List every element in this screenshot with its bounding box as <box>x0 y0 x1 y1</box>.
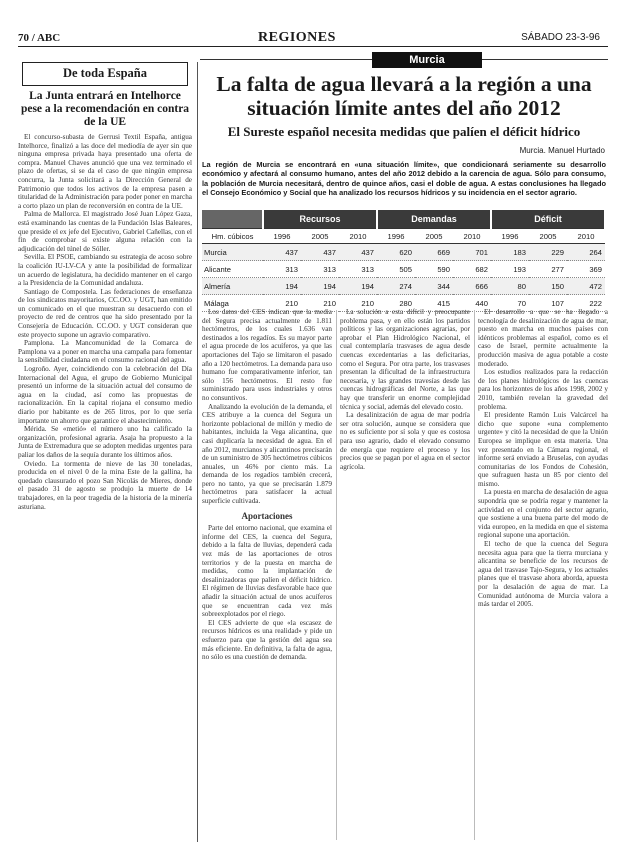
article-column-1 <box>202 308 332 842</box>
article-column-2 <box>340 308 470 842</box>
article-lead: La región de Murcia se encontrará en «una situación límite», que condicionará seriamente su desarrollo económico y afectará al consumo humano, antes del año 2012 debido a la carencia de agua. Sólo para consumo, la población de Murcia necesitará, dentro de quince años, casi el doble de agua. A estas conclusiones ha llegado el Consejo Económico y Social que ha analizado los recursos hídricos y su incidencia en el sector agrario. <box>202 160 606 198</box>
table-row <box>202 261 605 278</box>
table-cell: 277 <box>529 261 567 278</box>
issue-date: SÁBADO 23-3-96 <box>521 32 600 43</box>
left-paragraph: Logroño. Ayer, coincidiendo con la celebración del Día Internacional del Agua, el grupo de Gobierno Municipal presentó un informe de la situación actual del consumo de agua en la ciudad, así como las propuestas de racionalización. En la capital riojana el consumo medio diario por habitante es de 265 litros, por lo que sería importante un ahorro que garantice el abastecimiento. <box>18 365 192 425</box>
group-header: Déficit <box>491 210 605 229</box>
left-paragraph: Oviedo. La tormenta de nieve de las 30 toneladas, producida en el nivel 0 de la mina Este de la gallina, ha quedado clausurado el pozo San Nicolás de Mieres, donde el pasado 31 de agosto se produjo la muerte de 14 trabajadores, en la peor tragedia de la historia de la minería asturiana. <box>18 459 192 511</box>
table-cell: 210 <box>263 295 301 312</box>
table-cell: 229 <box>529 244 567 261</box>
left-paragraph: El concurso-subasta de Gerrusi Textil España, antigua Intelhorce, finalizó a las doce del mediodía de ayer sin que ninguna empresa privada haya presentado una oferta de compra. Manuel Chaves anunció que una vez terminado el plazo de ofertas, si se da el caso de que ningún empresa concurra, la Junta solicitará a la Dirección General de Patrimonio que todos los activos de la empresa pasen a titularidad de la Administración para poder poner en marcha a corto plazo un plan de reconversión en contra de la UE. <box>18 133 192 210</box>
table-cell: 193 <box>491 261 529 278</box>
table-cell: 472 <box>567 278 605 295</box>
table-cell: 437 <box>263 244 301 261</box>
table-corner <box>202 210 263 229</box>
section-title: REGIONES <box>258 30 336 45</box>
table-cell: 280 <box>377 295 415 312</box>
article-byline: Murcia. Manuel Hurtado <box>519 146 605 155</box>
article-paragraph: Los estudios realizados para la redacción de los planes hidrológicos de las cuencas para los horizontes de los años 1998, 2002 y 2010, también revelan la gravedad del problema. <box>478 368 608 411</box>
table-group-header <box>202 210 605 229</box>
article-paragraph: La desalinización de agua de mar podría ser otra solución, aunque se considera que no es suficiente por sí sola y que es costosa para uso agrario, dado el elevado consumo de energía que requiere el proceso y los precios que se pagan por el agua en el sector agrícola. <box>340 411 470 471</box>
left-body-text <box>18 133 192 511</box>
table-cell: 222 <box>567 295 605 312</box>
article-paragraph: El desarrollo a que se ha llegado a tecnología de desalinización de agua de mar, puesto en marcha en muchos países con idénticos problemas al español, como es el caso de Israel, permite actualmente la producción masiva de agua potable a coste moderado. <box>478 308 608 368</box>
table-years-row <box>202 229 605 244</box>
table-cell: 264 <box>567 244 605 261</box>
year-label: 2010 <box>453 229 491 244</box>
table-cell: 369 <box>567 261 605 278</box>
table-cell: 274 <box>377 278 415 295</box>
left-paragraph: Pamplona. La Mancomunidad de la Comarca de Pamplona va a poner en marcha una campaña para fomentar la sensibilidad ciudadana en el consumo racional del agua. <box>18 339 192 365</box>
left-column <box>18 62 192 842</box>
data-table <box>202 210 606 312</box>
masthead <box>18 32 608 47</box>
unit-label: Hm. cúbicos <box>202 229 263 244</box>
table-cell: 107 <box>529 295 567 312</box>
table-cell: 210 <box>301 295 339 312</box>
table-cell: 344 <box>415 278 453 295</box>
rubric-box: De toda España <box>22 62 188 86</box>
page-number: 70 / ABC <box>18 32 61 44</box>
table-cell: 210 <box>339 295 377 312</box>
table-cell: 440 <box>453 295 491 312</box>
article-paragraph: La puesta en marcha de desalación de agua supondría que se podría regar y mantener la actividad en el conjunto del sector agrario, que sostiene a una buena parte del modo de vida europeo, en la medida en que el sistema regional supone una aportación. <box>478 488 608 540</box>
column-rule <box>336 310 337 840</box>
group-header: Recursos <box>263 210 377 229</box>
table-cell: 437 <box>301 244 339 261</box>
left-paragraph: Santiago de Compostela. Las federaciones de enseñanza de los sindicatos mayoritarios, CC.OO. y UGT, han emitido un comunicado en el que muestran su desacuerdo con el proyecto de red de centros que ha sido presentado por la Consejería de Educación. CC.OO. y UGT consideran que este proyecto supone un agravio comparativo. <box>18 287 192 339</box>
table-row <box>202 244 605 261</box>
row-label: Málaga <box>202 295 263 312</box>
table-cell: 620 <box>377 244 415 261</box>
table-cell: 194 <box>301 278 339 295</box>
article-paragraph: El CES advierte de que «la escasez de recursos hídricos es una realidad» y pide un esfuerzo para que la gestión del agua sea más eficiente. En definitiva, la falta de agua, no sólo es una cuestión de demanda. <box>202 618 332 662</box>
column-divider <box>197 62 198 842</box>
table-body <box>202 244 605 312</box>
table-cell: 701 <box>453 244 491 261</box>
table-cell: 415 <box>415 295 453 312</box>
row-label: Almería <box>202 278 263 295</box>
water-table <box>202 210 606 312</box>
column-rule <box>474 310 475 840</box>
table-cell: 313 <box>301 261 339 278</box>
table-cell: 183 <box>491 244 529 261</box>
article-paragraph: Analizando la evolución de la demanda, el CES atribuye a la cuenca del Segura un horizonte poblacional de millón y medio de habitantes, incluida la Vega alicantina, que casi duplicaría la necesidad de agua. En el año 2012, murcianos y alicantinos precisarán de un suministro de 305 hectómetros cúbicos anuales, un 46% por ciento más. La demanda de los regadíos también crecerá, pero no tanto, ya que se precisarán 1.879 hectómetros para satisfacer la actual superficie cultivada. <box>202 402 332 506</box>
table-cell: 70 <box>491 295 529 312</box>
year-label: 1996 <box>491 229 529 244</box>
year-label: 1996 <box>377 229 415 244</box>
article-paragraph: Los datos del CES indican que la media del Segura precisa actualmente de 1.811 hectómetros, de los cuales 1.636 van destinados a los regadíos. Es su mayor parte el agua procede de los acuíferos, ya que las aportaciones del Tajo se limitaron el pasado año a 120 hectómetros. La demanda para uso humano fue comparativamente inferior, tan sólo 156 hectómetros. El resto fue suministrado para usos industriales y otros no consuntivos. <box>202 308 332 402</box>
article-subhead: El Sureste español necesita medidas que palíen el déficit hídrico <box>227 124 581 139</box>
table-cell: 437 <box>339 244 377 261</box>
group-header: Demandas <box>377 210 491 229</box>
year-label: 1996 <box>263 229 301 244</box>
article-column-3 <box>478 308 608 842</box>
table-row <box>202 278 605 295</box>
table-cell: 682 <box>453 261 491 278</box>
left-paragraph: Mérida. Se «metió» el número uno ha calificado la organización, profesional agraria. Asaja ha propuesto a la Junta de Extremadura que se adopten medidas urgentes para paliar los daños de la sequía durante los últimos años. <box>18 425 192 459</box>
table-cell: 669 <box>415 244 453 261</box>
year-label: 2005 <box>301 229 339 244</box>
table-cell: 194 <box>339 278 377 295</box>
left-paragraph: Palma de Mallorca. El magistrado José Juan López Gaza, está examinando las cuentas de la Fundación Islas Baleares, que preside el ex jefe del Ejecutivo, Gabriel Cañellas, con el fin de comprobar si existe alguna relación con la adjudicación del túnel de Sóller. <box>18 210 192 253</box>
year-label: 2010 <box>339 229 377 244</box>
row-label: Alicante <box>202 261 263 278</box>
row-label: Murcia <box>202 244 263 261</box>
table-cell: 194 <box>263 278 301 295</box>
article-paragraph: El techo de que la cuenca del Segura necesita agua para que la tierra murciana y alicantina se beneficie de los recursos de agua del trasvase Tajo-Segura, y los actuales planes que el trasvase ahora aborda, apuesta por la desalación de agua de mar. La Comunidad autónoma de Murcia valora a más tardar el 2005. <box>478 540 608 609</box>
left-headline: La Junta entrará en Intelhorce pese a la recomendación en contra de la UE <box>20 90 190 128</box>
article-paragraph: La solución a esta difícil y preocupante problema pasa, y en ello están los partidos políticos y las organizaciones agrarias, por aprobar el Plan Hidrológico Nacional, el cual contemplaría trasvases de agua desde cuencas excedentarias a las deficitarias, como el Segura. Por otra parte, los trasvases presentan la dificultad de la infraestructura necesaria, y las grandes travesías desde las cuencas hidrográficas del Norte, a las que hay que transferir un enorme complejidad técnica y social, además del elevado costo. <box>340 308 470 411</box>
table-cell: 80 <box>491 278 529 295</box>
table-cell: 313 <box>339 261 377 278</box>
year-label: 2010 <box>567 229 605 244</box>
article-paragraph: El presidente Ramón Luis Valcárcel ha dicho que supone «una complemento urgente» y citó la necesidad de que la Unión Europea se implique en esta materia. Una vez presentado en la Cámara regional, el informe será enviado a Bruselas, con ayudas comunitarias de los Fondos de Cohesión, que sufraguen hasta un 85 por ciento del mismo. <box>478 411 608 488</box>
table-cell: 150 <box>529 278 567 295</box>
year-label: 2005 <box>529 229 567 244</box>
table-cell: 590 <box>415 261 453 278</box>
article-paragraph: Parte del entorno nacional, que examina el informe del CES, la cuenca del Segura, debido a la falta de lluvias, dependerá cada vez más de las aportaciones de otros territorios y de la puesta en marcha de medidas, como la implantación de desalinizadoras que palíen el déficit hídrico. El régimen de lluvias desfavorable hace que añadir la situación actual de unos acuíferos que se encuentran cada vez más sobreexplotados por el riego. <box>202 524 332 619</box>
left-paragraph: Sevilla. El PSOE, cambiando su estrategia de acoso sobre la coalición IU-LV-CA y ante la posibilidad de formalizar un acuerdo de legislatura, ha decidido mantener en el cargo a la Presidencia de la Comunidad andaluza. <box>18 253 192 288</box>
article-headline: La falta de agua llevará a la región a una situación límite antes del año 2012 <box>216 72 592 120</box>
year-label: 2005 <box>415 229 453 244</box>
table-cell: 505 <box>377 261 415 278</box>
kicker-label: Murcia <box>372 52 482 68</box>
section-subheading: Aportaciones <box>241 510 293 521</box>
table-cell: 313 <box>263 261 301 278</box>
table-cell: 666 <box>453 278 491 295</box>
